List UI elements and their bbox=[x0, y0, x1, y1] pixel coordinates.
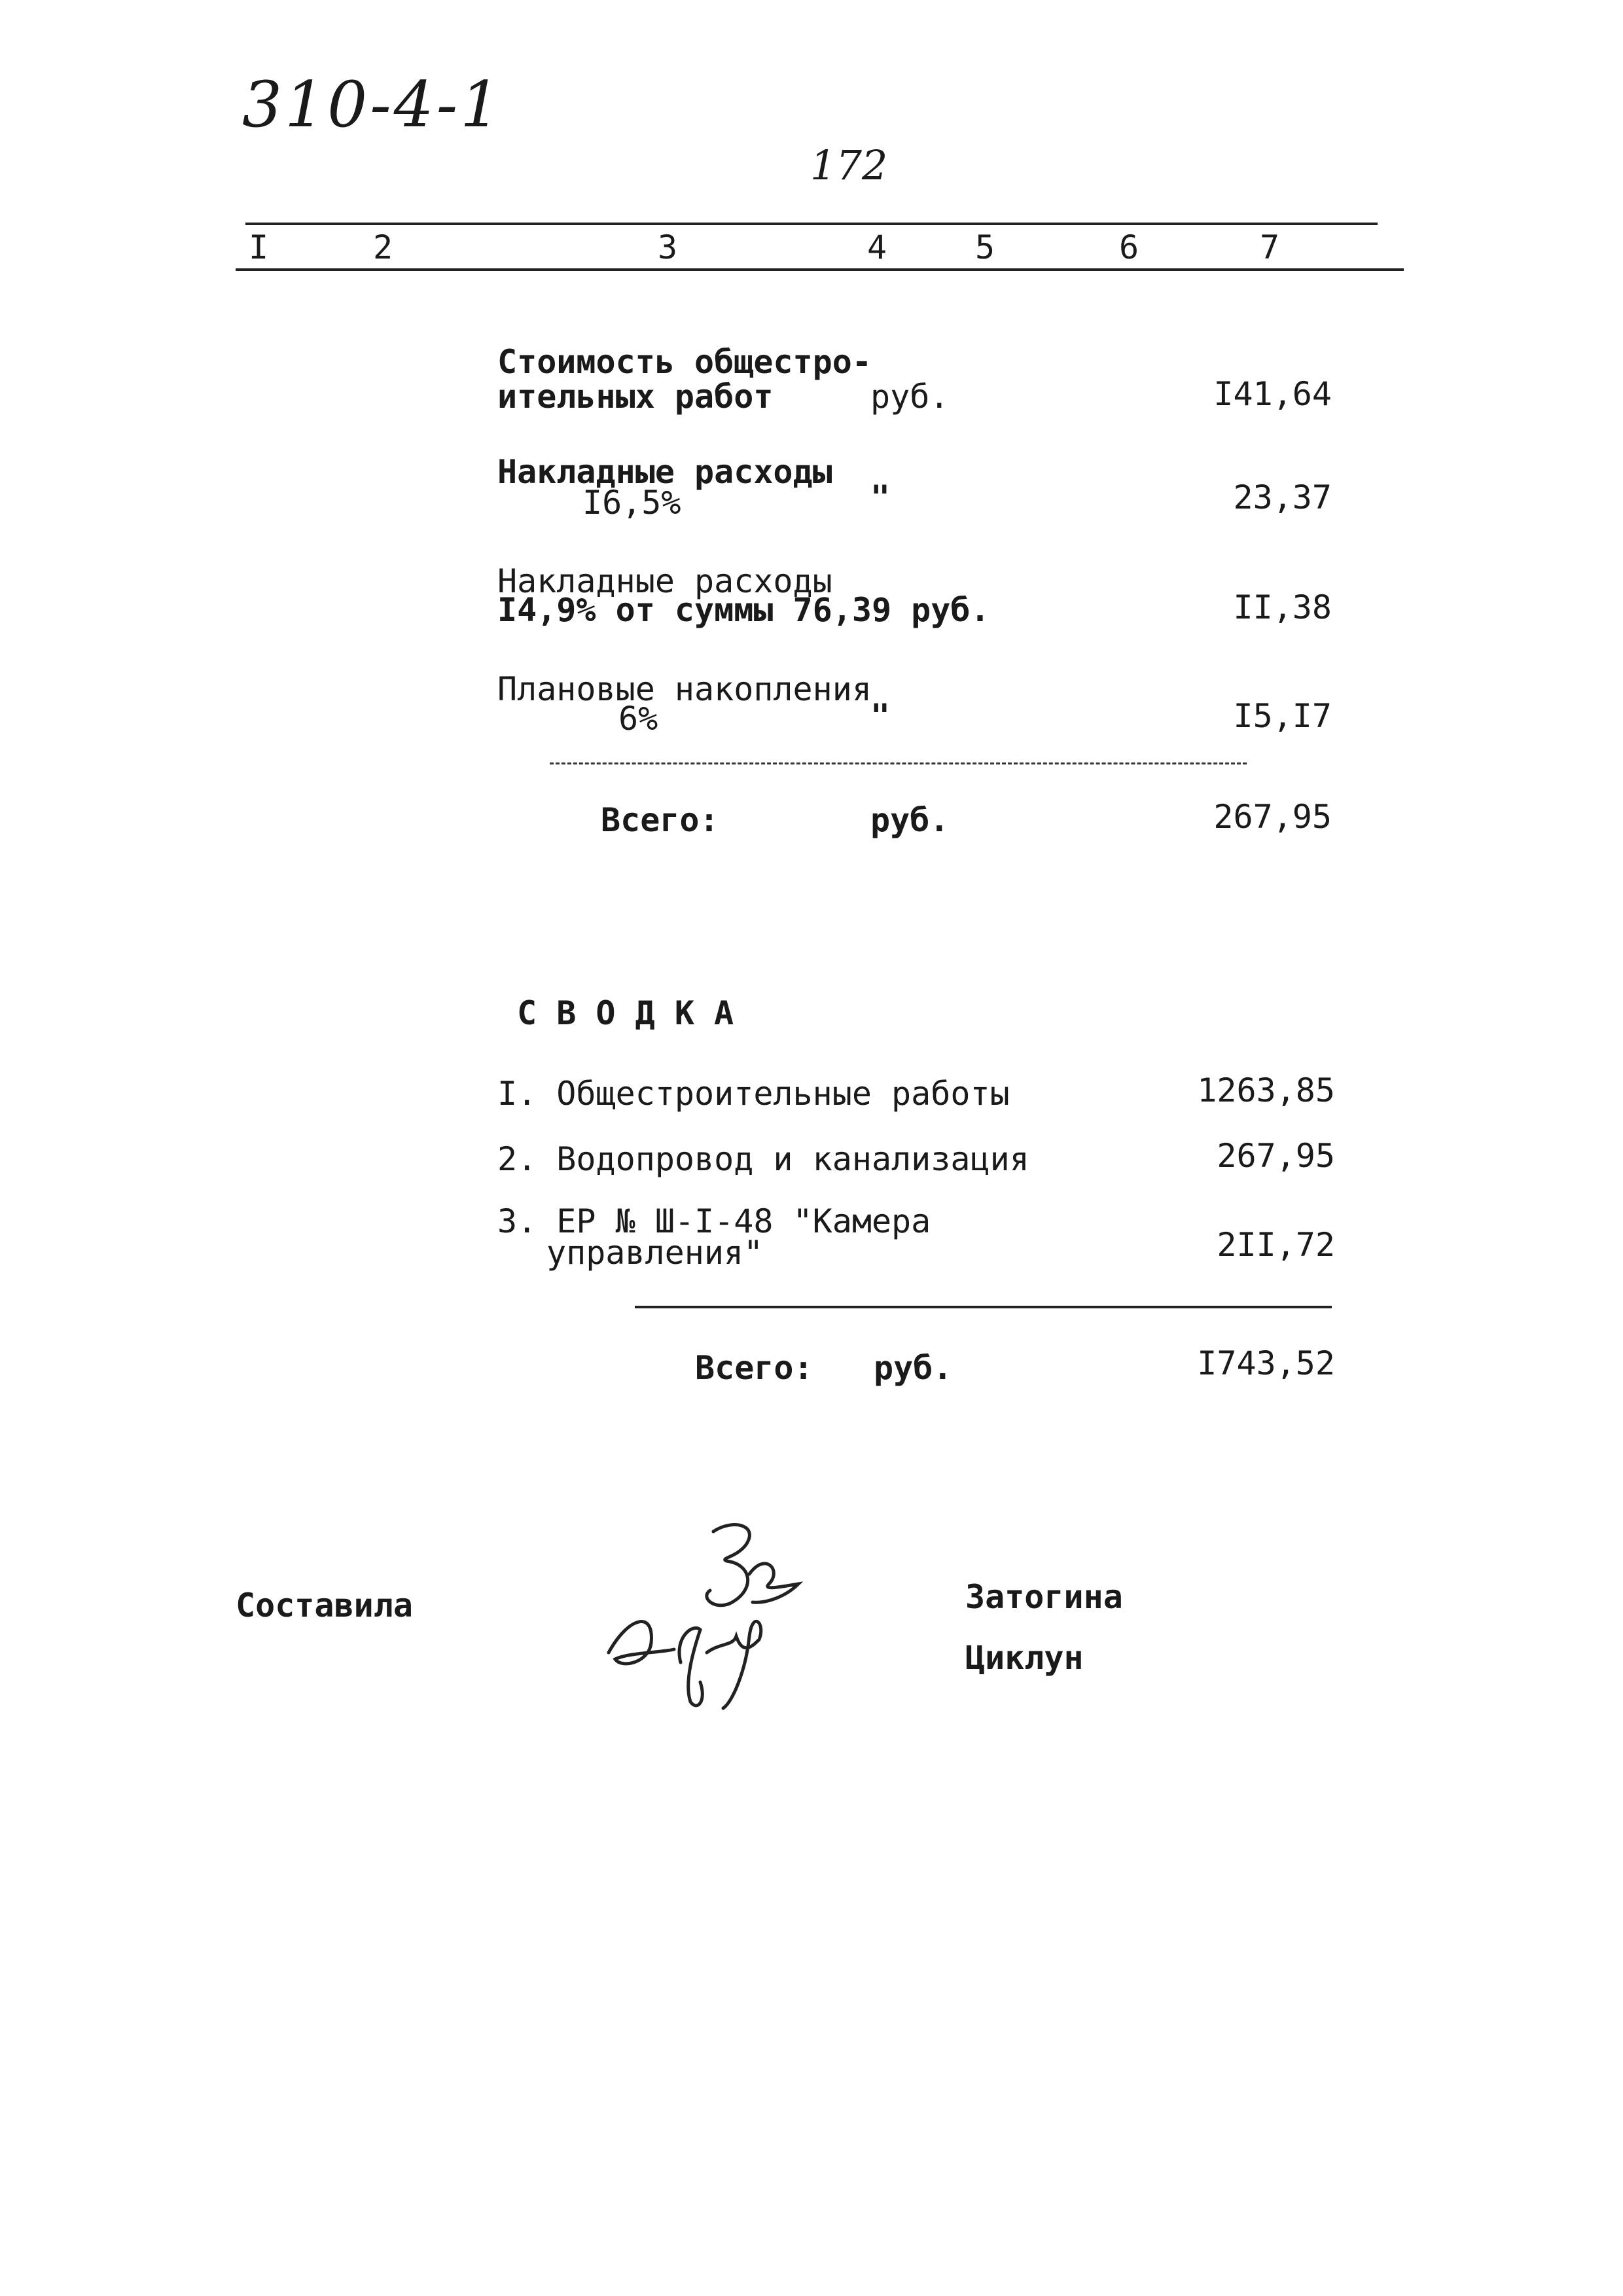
item-label: 6% bbox=[618, 700, 658, 738]
handwritten-signature bbox=[602, 1512, 825, 1721]
item-unit: " bbox=[870, 697, 891, 735]
item-label: ительных работ bbox=[497, 378, 774, 416]
item-value: I5,I7 bbox=[1233, 697, 1332, 735]
item-label: I6,5% bbox=[582, 484, 681, 522]
column-number: 2 bbox=[373, 228, 393, 266]
column-number: 6 bbox=[1119, 228, 1139, 266]
summary-item-label: 2. Водопровод и канализация bbox=[497, 1140, 1029, 1178]
total-unit: руб. bbox=[870, 801, 950, 839]
page-number: 172 bbox=[810, 141, 888, 189]
column-number: 5 bbox=[975, 228, 995, 266]
subtotal-rule bbox=[550, 762, 1247, 764]
signatory-name: Затогина bbox=[965, 1578, 1123, 1616]
total-value: 267,95 bbox=[1213, 798, 1332, 836]
summary-item-value: 2II,72 bbox=[1217, 1226, 1335, 1264]
summary-item-value: 267,95 bbox=[1217, 1137, 1335, 1175]
summary-title: С В О Д К А bbox=[517, 994, 734, 1032]
header-top-rule bbox=[245, 223, 1378, 225]
item-label: Накладные расходы bbox=[497, 453, 832, 491]
item-label: Плановые накопления bbox=[497, 670, 872, 708]
total-label: Всего: bbox=[695, 1349, 813, 1387]
column-number: 4 bbox=[867, 228, 887, 266]
column-number: I bbox=[249, 228, 269, 266]
summary-item-label: управления" bbox=[546, 1234, 764, 1272]
item-unit: руб. bbox=[870, 378, 950, 416]
summary-item-label: 3. ЕР № Ш-I-48 "Камера bbox=[497, 1202, 931, 1240]
sheet-code: 310-4-1 bbox=[242, 68, 503, 141]
compiled-by-label: Составила bbox=[236, 1587, 413, 1624]
item-value: II,38 bbox=[1233, 588, 1332, 626]
item-label: I4,9% от суммы 76,39 руб. bbox=[497, 591, 990, 629]
column-number: 7 bbox=[1260, 228, 1280, 266]
summary-item-value: 1263,85 bbox=[1197, 1071, 1335, 1109]
column-number: 3 bbox=[658, 228, 678, 266]
summary-item-label: I. Общестроительные работы bbox=[497, 1075, 1010, 1113]
total-value: I743,52 bbox=[1197, 1344, 1335, 1382]
summary-total-rule bbox=[635, 1306, 1332, 1308]
total-label: Всего: bbox=[601, 801, 719, 839]
item-unit: " bbox=[870, 478, 891, 516]
item-label: Стоимость общестро- bbox=[497, 343, 872, 381]
item-label: Накладные расходы bbox=[497, 562, 832, 600]
header-bottom-rule bbox=[236, 268, 1404, 271]
item-value: I41,64 bbox=[1213, 375, 1332, 413]
item-value: 23,37 bbox=[1233, 478, 1332, 516]
signatory-name: Циклун bbox=[965, 1639, 1084, 1677]
total-unit: руб. bbox=[874, 1349, 953, 1387]
